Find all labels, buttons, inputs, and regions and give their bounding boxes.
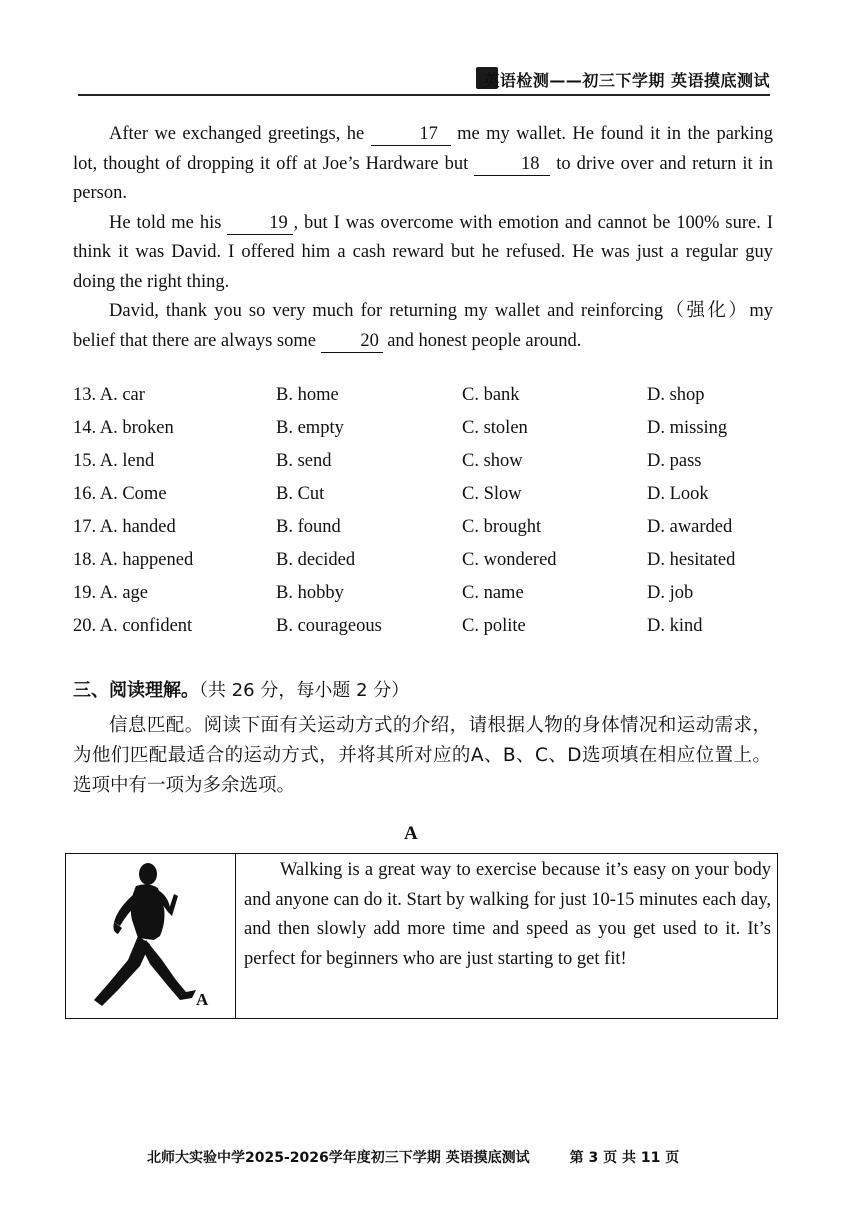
option-a: 17. A. handed bbox=[73, 517, 176, 537]
answer-options bbox=[73, 382, 773, 646]
option-d: D. awarded bbox=[647, 517, 733, 537]
option-c: C. show bbox=[462, 451, 523, 471]
option-b: B. hobby bbox=[276, 583, 344, 603]
option-b: B. send bbox=[276, 451, 332, 471]
passage-text: , but I was overcome with emotion and cannot be 100% sure. I think it was David. I offered him a cash reward but he refused. He was just a regular guy doing the right thing. bbox=[73, 212, 774, 292]
item-heading: A bbox=[404, 823, 418, 844]
passage-text: to drive over and return it in person. bbox=[73, 153, 773, 203]
item-a-box bbox=[65, 853, 778, 1019]
cloze-passage bbox=[73, 120, 773, 356]
passage-paragraph-1 bbox=[73, 120, 773, 209]
section-heading bbox=[73, 676, 409, 702]
section-score: （共 26 分，每小题 2 分） bbox=[199, 680, 410, 701]
option-a: 15. A. lend bbox=[73, 451, 155, 471]
option-d: D. Look bbox=[647, 484, 709, 504]
page-footer bbox=[147, 1147, 679, 1167]
option-d: D. missing bbox=[647, 418, 728, 438]
option-row-19 bbox=[73, 580, 773, 613]
option-b: B. empty bbox=[276, 418, 344, 438]
option-b: B. courageous bbox=[276, 616, 382, 636]
option-b: B. found bbox=[276, 517, 341, 537]
option-a: 18. A. happened bbox=[73, 550, 194, 570]
passage-text: me my wallet. He found it in the parking lot, thought of dropping it off at Joe’s Hardware but bbox=[73, 124, 773, 174]
option-a: 13. A. car bbox=[73, 385, 145, 405]
option-d: D. job bbox=[647, 583, 694, 603]
option-d: D. hesitated bbox=[647, 550, 736, 570]
option-b: B. Cut bbox=[276, 484, 325, 504]
option-a: 20. A. confident bbox=[73, 616, 193, 636]
section-instructions bbox=[73, 711, 771, 801]
item-a-text-cell bbox=[236, 854, 777, 1018]
instructions-text: 信息匹配。阅读下面有关运动方式的介绍，请根据人物的身体情况和运动需求，为他们匹配最适合的运动方式，并将其所对应的A、B、C、D选项填在相应位置上。选项中有一项为多余选项。 bbox=[73, 715, 771, 796]
option-a: 19. A. age bbox=[73, 583, 149, 603]
option-d: D. shop bbox=[647, 385, 705, 405]
section-title: 三、阅读理解。 bbox=[73, 680, 199, 701]
item-a-image-cell bbox=[66, 854, 236, 1018]
option-row-17 bbox=[73, 514, 773, 547]
blank-19: 19 bbox=[227, 212, 293, 235]
blank-18: 18 bbox=[474, 153, 550, 176]
passage-paragraph-3 bbox=[73, 297, 773, 356]
option-c: C. name bbox=[462, 583, 524, 603]
option-c: C. stolen bbox=[462, 418, 528, 438]
option-c: C. polite bbox=[462, 616, 526, 636]
option-d: D. kind bbox=[647, 616, 703, 636]
option-c: C. brought bbox=[462, 517, 542, 537]
option-row-14 bbox=[73, 415, 773, 448]
option-row-13 bbox=[73, 382, 773, 415]
option-c: C. Slow bbox=[462, 484, 522, 504]
passage-text: After we exchanged greetings, he bbox=[109, 124, 371, 144]
passage-text: David, thank you so very much for returning my wallet and reinforcing（强化）my belief that there are always some bbox=[73, 301, 773, 351]
passage-text: and honest people around. bbox=[382, 330, 582, 351]
option-a: 16. A. Come bbox=[73, 484, 167, 504]
option-row-20 bbox=[73, 613, 773, 646]
image-label: A bbox=[196, 990, 209, 1009]
option-row-18 bbox=[73, 547, 773, 580]
passage-text: He told me his bbox=[109, 212, 228, 233]
option-a: 14. A. broken bbox=[73, 418, 174, 438]
header-title: 英语检测——初三下学期 英语摸底测试 bbox=[483, 71, 770, 90]
option-b: B. home bbox=[276, 385, 339, 405]
option-c: C. bank bbox=[462, 385, 520, 405]
option-row-15 bbox=[73, 448, 773, 481]
blank-17: 17 bbox=[371, 123, 451, 146]
footer-page-number: 第 3 页 共 11 页 bbox=[569, 1150, 680, 1166]
option-b: B. decided bbox=[276, 550, 356, 570]
walking-figure-icon bbox=[88, 860, 208, 1010]
option-d: D. pass bbox=[647, 451, 702, 471]
option-row-16 bbox=[73, 481, 773, 514]
option-c: C. wondered bbox=[462, 550, 557, 570]
footer-school: 北师大实验中学2025-2026学年度初三下学期 英语摸底测试 bbox=[147, 1150, 530, 1166]
passage-paragraph-2 bbox=[73, 209, 773, 298]
blank-20: 20 bbox=[321, 330, 383, 353]
page-header bbox=[78, 60, 770, 96]
item-a-text: Walking is a great way to exercise because it’s easy on your body and anyone can do it. Start by walking for just 10-15 minutes each day, and then slowly add more time and speed as you get used to it. It’s perfect for beginners who are just starting to get fit! bbox=[244, 860, 771, 969]
